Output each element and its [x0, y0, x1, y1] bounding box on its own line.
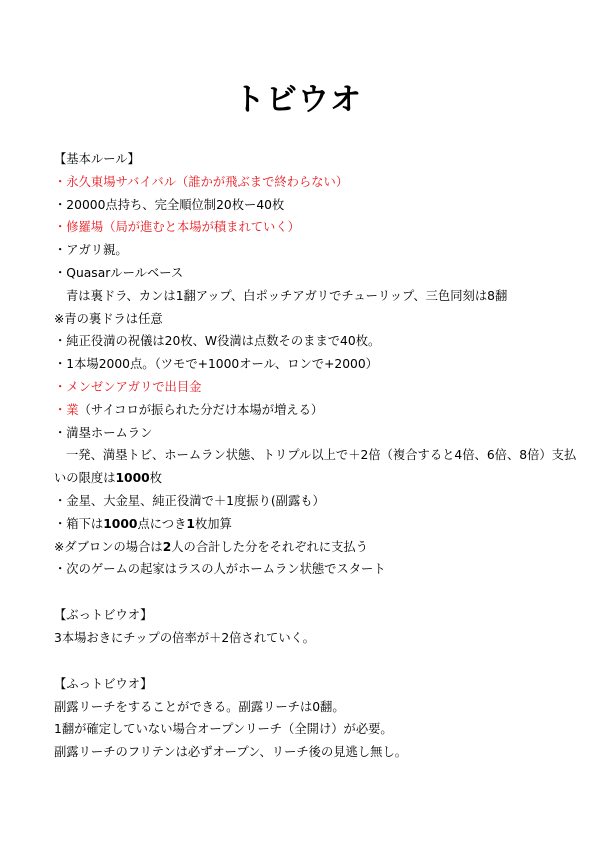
rule-gou-detail: （サイコロが振られた分だけ本場が増える） [78, 402, 324, 417]
rule-grand-slam-detail: 一発、満塁トビ、ホームラン状態、トリプル以上で＋2倍（複合すると4倍、6倍、8倍）支払 [66, 448, 577, 463]
rule-shuraba: ・修羅場（局が進むと本場が積まれていく） [54, 220, 300, 235]
section-spacer [54, 581, 564, 604]
rule-agari-oya: ・アガリ親。 [54, 243, 128, 258]
text-segment: ・箱下は [54, 516, 104, 531]
butto-heading: 【ぶっトビウオ】 [54, 608, 153, 623]
futto-heading: 【ふっトビウオ】 [54, 676, 153, 691]
note-blue-uradora: ※青の裏ドラは任意 [54, 311, 163, 326]
basic-rules-heading: 【基本ルール】 [54, 152, 140, 166]
text-segment: 人の合計した分をそれぞれに支払う [171, 539, 369, 554]
text-segment: 枚加算 [194, 516, 232, 531]
text-segment-bold: 1 [186, 516, 195, 531]
futto-rule-3: 副露リーチのフリテンは必ずオープン、リーチ後の見逃し無し。 [54, 745, 408, 760]
rule-quasar-detail: 青は裏ドラ、カンは1翻アップ、白ポッチアガリでチューリップ、三色同刻は8翻 [66, 288, 508, 303]
text-segment-bold: 1000 [103, 516, 138, 531]
page-title: トビウオ [234, 82, 362, 118]
text-segment: ※ダブロンの場合は [54, 539, 163, 554]
futto-rule-1: 副露リーチをすることができる。副露リーチは0翻。 [54, 699, 345, 714]
text-segment: 枚 [149, 471, 163, 486]
rule-grand-slam: ・満塁ホームラン [54, 425, 153, 440]
note-double-ron [54, 536, 564, 559]
rule-starting-points: ・20000点持ち、完全順位制20枚ー40枚 [54, 197, 285, 212]
futto-rule-2: 1翻が確定していない場合オープンリーチ（全開け）が必要。 [54, 722, 393, 737]
rules-content [54, 148, 577, 764]
rule-honba-points: ・1本場2000点。（ツモで+1000オール、ロンで+2000） [54, 357, 378, 372]
text-segment-bold: 1000 [115, 471, 150, 486]
rule-eternal-east: ・永久東場サバイバル（誰かが飛ぶまで終わらない） [54, 174, 349, 189]
text-segment-bold: 2 [162, 539, 172, 554]
text-segment: いの限度は [54, 471, 116, 486]
rule-hakoshita [54, 513, 564, 536]
rule-next-game-dealer: ・次のゲームの起家はラスの人がホームラン状態でスタート [54, 562, 386, 577]
section-spacer [54, 650, 564, 673]
rule-gou [54, 399, 564, 422]
rule-kinboshi: ・金星、大金星、純正役満で＋1度振り(副露も） [54, 493, 325, 508]
butto-rule: 3本場おきにチップの倍率が＋2倍されていく。 [54, 630, 315, 645]
rule-grand-slam-limit [54, 467, 564, 490]
rule-quasar-base: ・Quasarルールベース [54, 265, 184, 280]
rule-gou-label: ・業 [54, 402, 79, 417]
rule-yakuman-bonus: ・純正役満の祝儀は20枚、W役満は点数そのままで40枚。 [54, 334, 381, 349]
rule-demekin: ・メンゼンアガリで出目金 [54, 379, 202, 394]
text-segment: 点につき [137, 516, 187, 531]
